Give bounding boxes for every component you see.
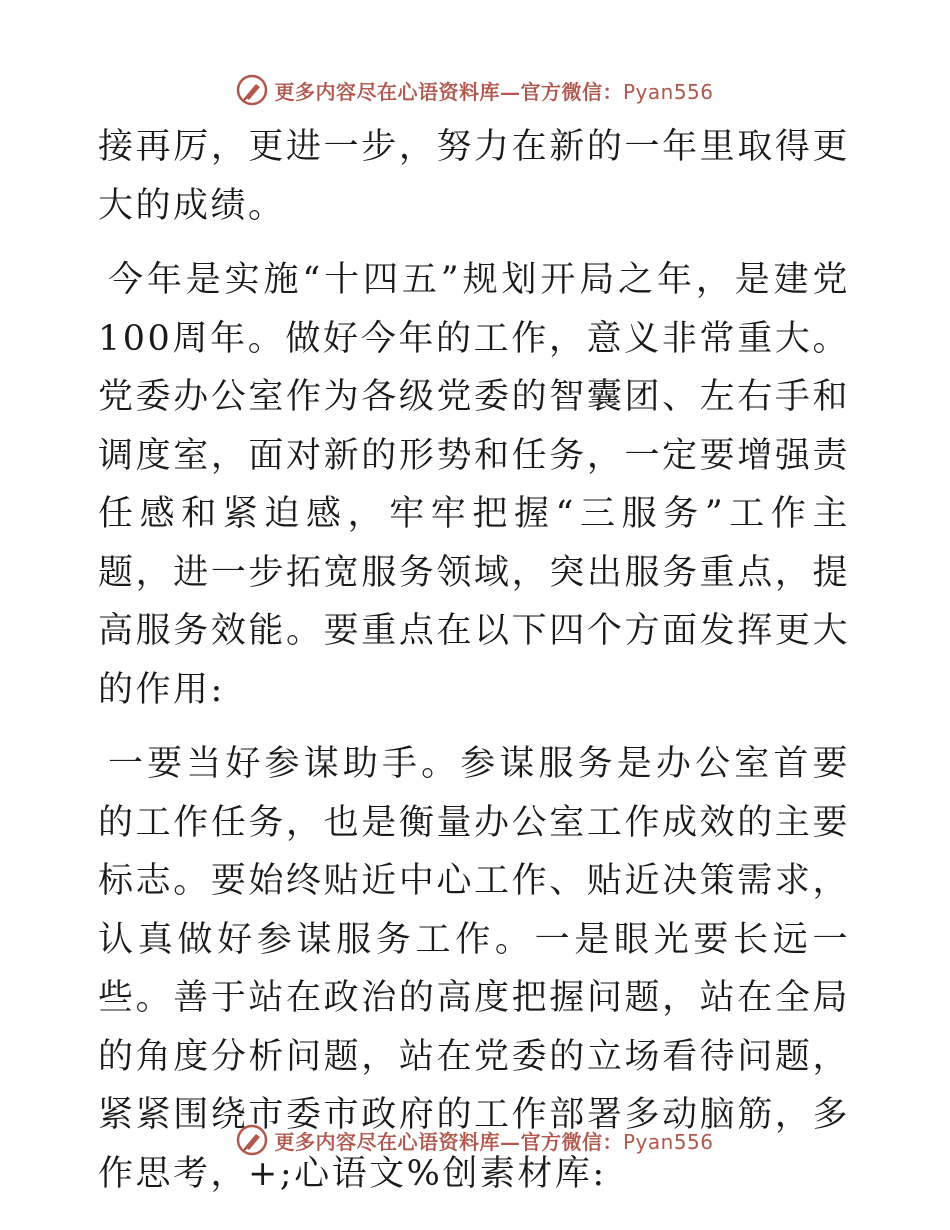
watermark-text [274, 1126, 713, 1155]
watermark-text [274, 76, 713, 105]
watermark-contact-value: Pyan556 [622, 1129, 714, 1154]
footer-watermark [0, 1120, 950, 1160]
watermark-title: 更多内容尽在心语资料库 [274, 1129, 500, 1154]
watermark-contact-value: Pyan556 [622, 79, 714, 104]
pen-logo-icon [236, 74, 268, 106]
paragraph-continuation: 接再厉，更进一步，努力在新的一年里取得更大的成绩。 [98, 127, 850, 226]
watermark-contact-label: 官方微信： [520, 1129, 623, 1154]
pen-logo-icon [236, 1124, 268, 1156]
document-body [98, 118, 850, 1203]
watermark-separator: — [499, 1129, 521, 1154]
watermark-title: 更多内容尽在心语资料库 [274, 79, 500, 104]
watermark-contact-label: 官方微信： [520, 79, 623, 104]
paragraph-overview: 今年是实施“十四五”规划开局之年，是建党100周年。做好今年的工作，意义非常重大。党委办公室作为各级党委的智囊团、左右手和调度室，面对新的形势和任务，一定要增强责任感和紧迫感，牢牢把握“三服务”工作主题，进一步拓宽服务领域，突出服务重点，提高服务效能。要重点在以下四个方面发挥更大的作用: [98, 260, 850, 710]
paragraph-advisor: 一要当好参谋助手。参谋服务是办公室首要的工作任务，也是衡量办公室工作成效的主要标志。要始终贴近中心工作、贴近决策需求，认真做好参谋服务工作。一是眼光要长远一些。善于站在政治的高度把握问题，站在全局的角度分析问题，站在党委的立场看待问题，紧紧围绕市委市政府的工作部署多动脑筋，多作思考，+;心语文%创素材库: [98, 744, 850, 1194]
header-watermark [0, 70, 950, 110]
watermark-separator: — [499, 79, 521, 104]
